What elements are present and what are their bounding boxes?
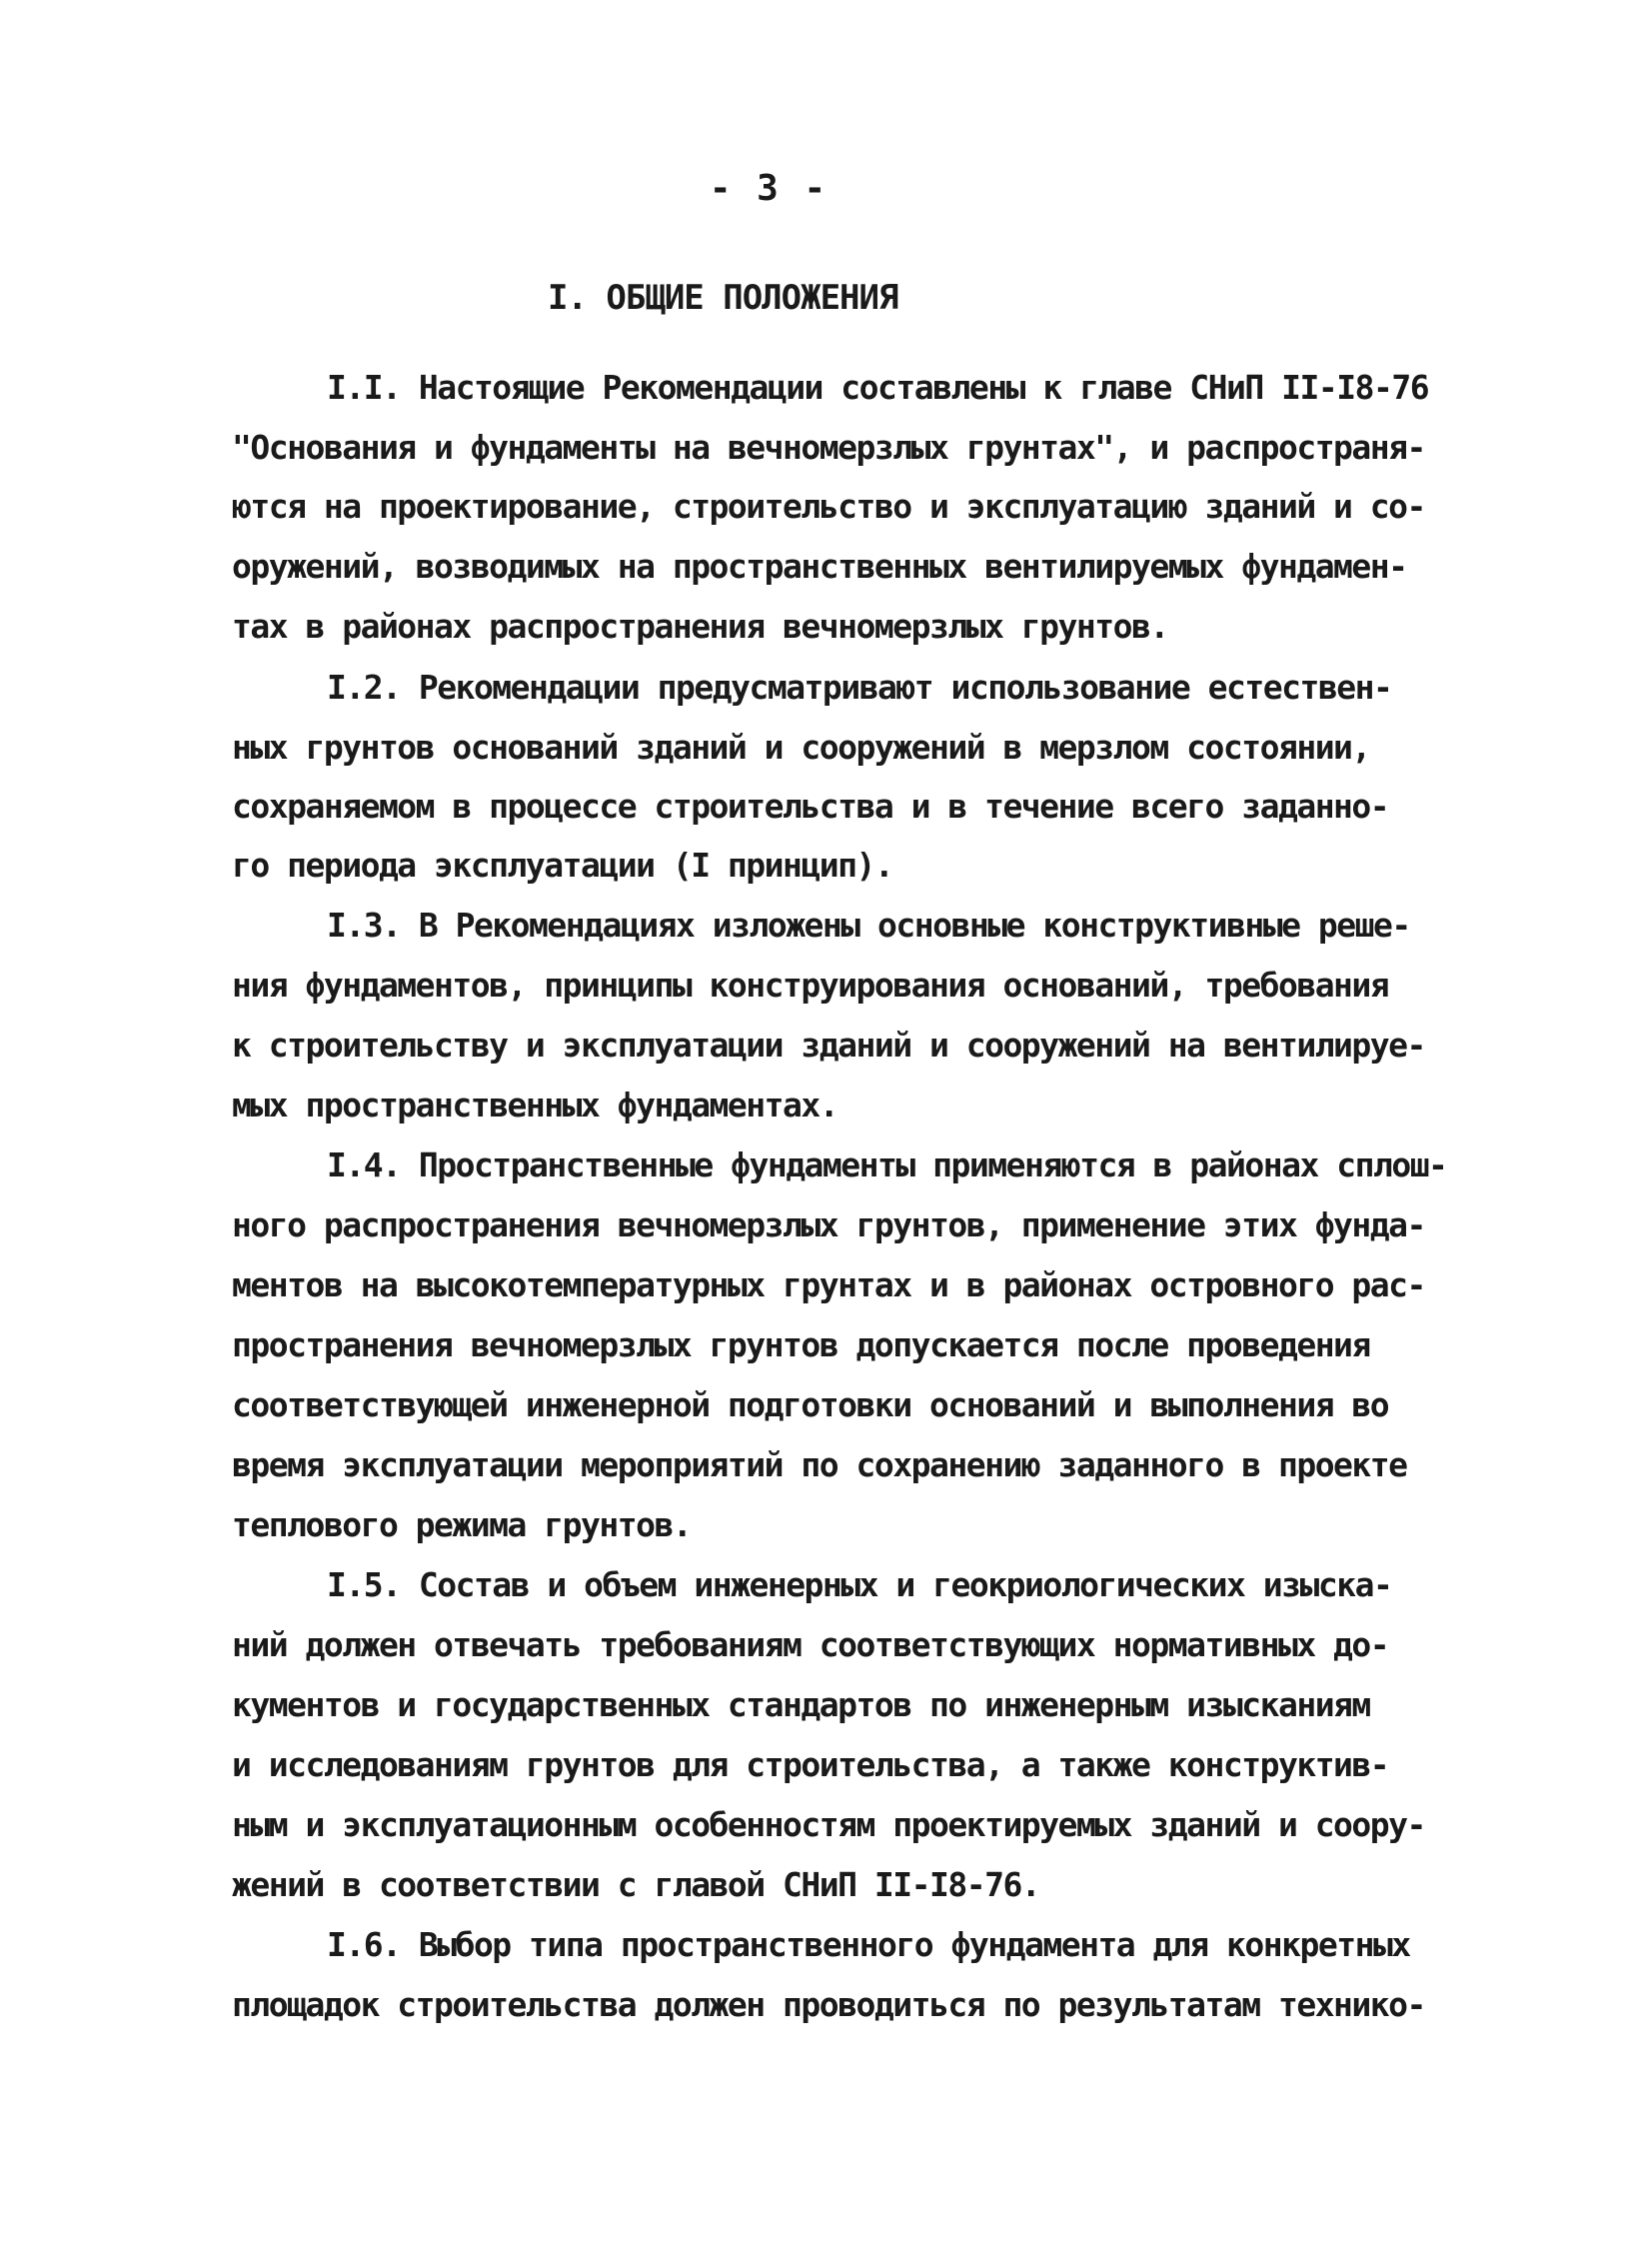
text-line: и исследованиям грунтов для строительства, а также конструктив- — [232, 1745, 1389, 1784]
text-line: го периода эксплуатации (I принцип). — [232, 846, 893, 885]
text-line: площадок строительства должен проводиться по результатам технико- — [232, 1985, 1425, 2024]
text-line: "Основания и фундаменты на вечномерзлых грунтах", и распространя- — [232, 428, 1425, 467]
text-line: I.6. Выбор типа пространственного фундамента для конкретных — [327, 1925, 1410, 1964]
text-line: оружений, возводимых на пространственных вентилируемых фундамен- — [232, 547, 1407, 586]
text-line: сохраняемом в процессе строительства и в течение всего заданно- — [232, 787, 1389, 826]
text-line: ментов на высокотемпературных грунтах и в районах островного рас- — [232, 1265, 1425, 1304]
text-line: мых пространственных фундаментах. — [232, 1086, 838, 1124]
text-line: тах в районах распространения вечномерзлых грунтов. — [232, 607, 1168, 646]
text-line: ются на проектирование, строительство и эксплуатацию зданий и со- — [232, 487, 1425, 526]
text-line: ния фундаментов, принципы конструирования оснований, требования — [232, 966, 1389, 1005]
text-line: I.4. Пространственные фундаменты применяются в районах сплош- — [327, 1145, 1447, 1184]
text-line: ний должен отвечать требованиям соответствующих нормативных до- — [232, 1625, 1389, 1664]
text-line: ных грунтов оснований зданий и сооружений в мерзлом состоянии, — [232, 728, 1370, 767]
page-number: - 3 - — [709, 168, 828, 209]
text-line: жений в соответствии с главой СНиП II-I8-76. — [232, 1865, 1040, 1904]
text-line: ного распространения вечномерзлых грунтов, применение этих фунда- — [232, 1205, 1425, 1244]
text-line: ным и эксплуатационным особенностям проектируемых зданий и соору- — [232, 1805, 1425, 1844]
text-line: I.2. Рекомендации предусматривают использование естествен- — [327, 668, 1392, 707]
text-line: I.I. Настоящие Рекомендации составлены к главе СНиП II-I8-76 — [327, 368, 1429, 407]
text-line: I.5. Состав и объем инженерных и геокриологических изыска- — [327, 1565, 1392, 1604]
section-title: I. ОБЩИЕ ПОЛОЖЕНИЯ — [548, 278, 898, 318]
text-line: к строительству и эксплуатации зданий и сооружений на вентилируе- — [232, 1026, 1425, 1065]
text-line: пространения вечномерзлых грунтов допускается после проведения — [232, 1325, 1370, 1364]
text-line: время эксплуатации мероприятий по сохранению заданного в проекте — [232, 1445, 1407, 1484]
text-line: соответствующей инженерной подготовки оснований и выполнения во — [232, 1385, 1389, 1424]
text-line: I.3. В Рекомендациях изложены основные конструктивные реше- — [327, 906, 1410, 945]
text-line: кументов и государственных стандартов по инженерным изысканиям — [232, 1685, 1370, 1724]
text-line: теплового режима грунтов. — [232, 1505, 692, 1544]
